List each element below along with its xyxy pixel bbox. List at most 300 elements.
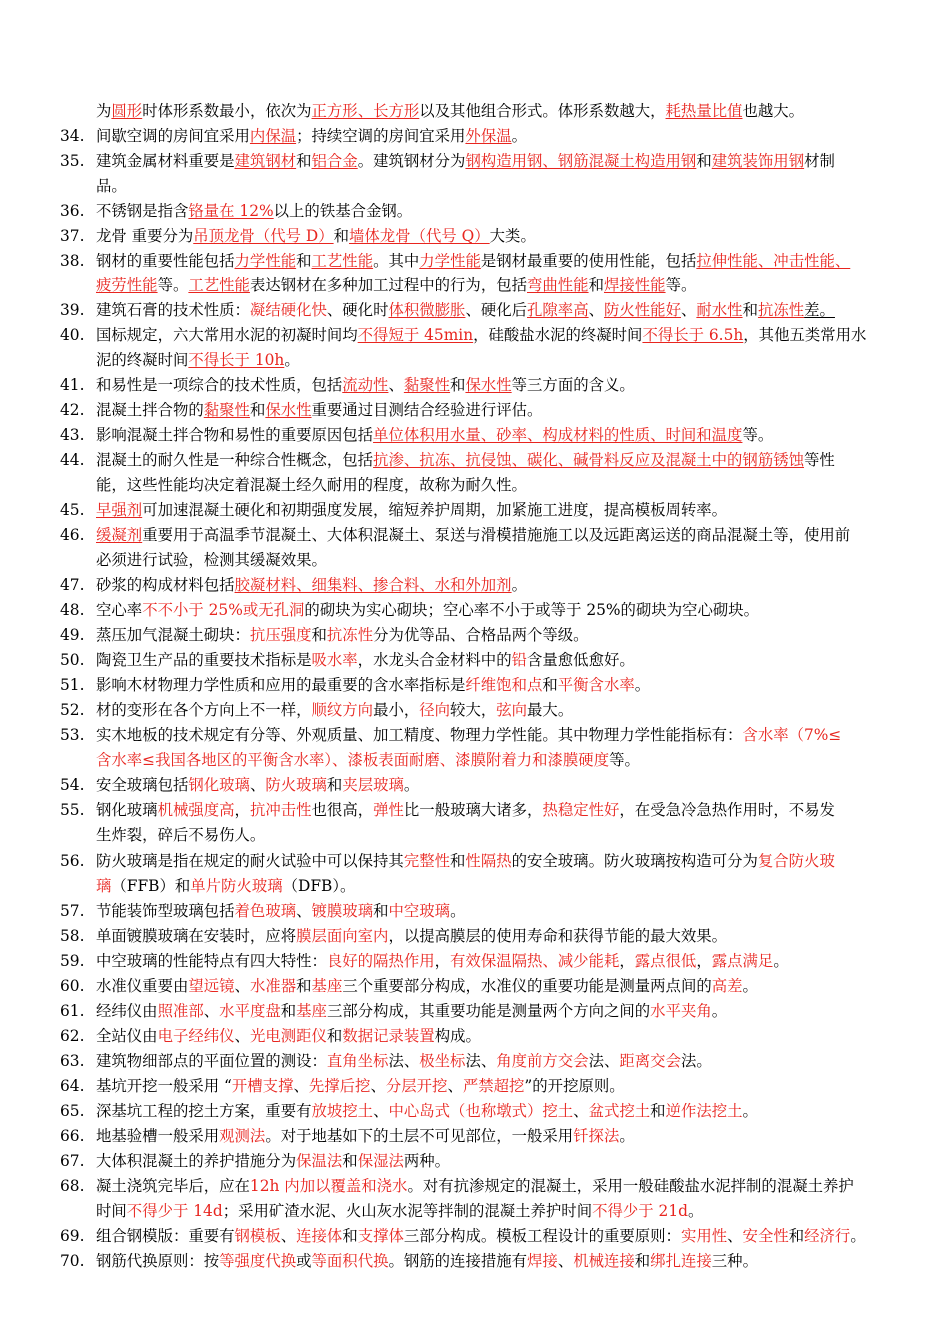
item-number: 47. [60,576,85,594]
text-line [96,475,527,495]
highlighted-term: 分层开挖 [385,1077,448,1095]
text-segment: 基坑开挖一般采用 “ [96,1077,232,1095]
text-segment: 和 [650,1102,666,1120]
text-line [96,550,327,570]
highlighted-term: 基座 [296,1002,327,1020]
highlighted-term: 疲劳性能 [96,276,158,294]
text-segment: 和 [450,376,466,394]
text-segment: ；持续空调的房间宜采用 [296,127,466,145]
highlighted-term: 12h 内加以覆盖和浇水 [249,1177,408,1195]
highlighted-term: 角度前方交会 [496,1052,589,1070]
text-line [60,500,727,520]
highlighted-term: 弹性 [373,801,404,819]
item-number: 57. [60,902,85,920]
highlighted-term: 单片防火玻璃 [190,877,283,895]
text-segment: 空心率 [96,601,143,619]
highlighted-term: 性隔热 [465,852,512,870]
highlighted-term: 镀膜玻璃 [311,902,374,920]
text-segment: 法、 [388,1052,420,1070]
text-segment: ，水龙头合金材料中的 [357,651,512,669]
item-number: 67. [60,1152,85,1170]
text-segment: 最小， [373,701,420,719]
text-segment: 。 [688,1202,704,1220]
highlighted-term: 不得长于 6.5h [642,326,744,344]
text-segment: 钢化玻璃 [96,801,158,819]
text-segment: 影响木材物理力学性质和应用的最重要的含水率指标是 [96,676,466,694]
text-segment: 、 [370,1077,386,1095]
text-segment: 建筑物细部点的平面位置的测设： [96,1052,327,1070]
text-segment: 。 [511,576,527,594]
text-line [60,1076,625,1096]
highlighted-term: 距离交会 [619,1052,681,1070]
text-segment: 等。 [665,276,697,294]
highlighted-term: 膜层面向室内 [296,927,389,945]
text-line [60,126,527,146]
text-segment: 以及其他组合形式。体形系数越大， [419,102,666,120]
highlighted-term: 胶凝材料、细集料、掺合料、水和外加剂 [234,576,512,594]
text-segment: 和 [696,152,712,170]
text-line [96,825,265,845]
highlighted-term: 不得长于 10h [188,351,285,369]
text-line [60,1001,727,1021]
text-segment: 三部分构成。模板工程设计的重要原则： [403,1227,681,1245]
text-segment: 、 [557,1252,574,1270]
item-number: 68. [60,1177,85,1195]
text-segment: 分为优等品、合格品两个等级。 [373,626,589,644]
highlighted-term: 良好的隔热作用 [326,952,435,970]
text-segment: 和 [326,776,343,794]
text-segment: ， [434,952,451,970]
highlighted-term: 基座 [311,977,343,995]
text-segment: 。 [634,676,651,694]
highlighted-term: 抗冻性 [757,301,805,319]
text-segment: ，硅酸盐水泥的终凝时间 [473,326,643,344]
highlighted-term: 防火玻璃 [265,776,327,794]
highlighted-term: 先撑后挖 [308,1077,371,1095]
text-segment: 和 [542,676,558,694]
item-number: 69. [60,1227,85,1245]
highlighted-term: 逆作法挖土 [665,1102,743,1120]
text-segment: 建筑金属材料重要是 [96,152,235,170]
text-segment: 、 [296,902,312,920]
text-segment: 、硬化时 [326,301,389,319]
highlighted-term: 支撑体 [357,1227,404,1245]
text-segment: （FFB）和 [111,877,191,895]
text-segment: 。 [403,776,420,794]
highlighted-term: 复合防火玻 [757,852,835,870]
item-number: 43. [60,426,85,444]
text-segment: 。 [742,1102,758,1120]
text-line [60,375,635,395]
text-segment: 混凝土拌合物的 [96,401,204,419]
highlighted-term: 外保温 [465,127,512,145]
highlighted-term: 观测法 [219,1127,266,1145]
highlighted-term: 不得少于 14d [126,1202,223,1220]
item-number: 50. [60,651,85,669]
highlighted-term: 纤维饱和点 [465,676,543,694]
highlighted-term: 建筑装饰用钢 [711,152,805,170]
text-segment: 、 [280,1227,297,1245]
text-segment: 和 [296,252,312,270]
text-segment: 三种。 [711,1252,758,1270]
text-segment: 和 [311,626,327,644]
text-line [60,926,727,946]
text-segment: 国标规定，六大常用水泥的初凝时间均 [96,326,358,344]
text-segment: 间歇空调的房间宜采用 [96,127,250,145]
text-line [60,575,527,595]
highlighted-term: 铅 [511,651,527,669]
highlighted-term: 流动性 [342,376,389,394]
text-line [96,1201,703,1221]
text-line [60,251,850,271]
highlighted-term: 热稳定性好 [542,801,620,819]
highlighted-term: 保温法 [296,1152,343,1170]
text-segment: 材的变形在各个方向上不一样， [96,701,312,719]
text-line [60,625,589,645]
highlighted-term: 抗渗、抗冻、抗侵蚀、碳化、碱骨料反应及混凝土中的钢筋锈蚀 [373,451,804,469]
text-segment: 全站仪由 [96,1027,158,1045]
text-segment: 钢筋代换原则：按 [96,1252,220,1270]
text-segment: 中空玻璃的性能特点有四大特性： [96,952,327,970]
item-number: 42. [60,401,85,419]
text-segment: 、 [293,1077,309,1095]
text-line [96,350,300,370]
highlighted-term: 露点满足 [711,952,774,970]
text-segment: ，以提高膜层的使用寿命和获得节能的最大效果。 [388,927,728,945]
highlighted-term: 黏聚性 [203,401,250,419]
highlighted-term: 中心岛式（也称墩式）挖土 [388,1102,574,1120]
highlighted-term: 抗压强度 [249,626,312,644]
text-segment: 法、 [465,1052,497,1070]
highlighted-term: 有效保温隔热、减少能耗 [450,952,620,970]
highlighted-term: 工艺性能 [188,276,250,294]
highlighted-term: 中空玻璃 [388,902,451,920]
text-segment: 材制 [804,152,835,170]
highlighted-term: 弦向 [496,701,528,719]
text-line [96,750,640,770]
text-segment: 等三方面的含义。 [511,376,635,394]
item-number: 62. [60,1027,85,1045]
text-segment: 、 [234,1027,250,1045]
text-segment: 水准仪重要由 [96,977,189,995]
highlighted-term: 凝结硬化快 [249,301,327,319]
text-segment: 或 [296,1252,312,1270]
text-line [60,525,850,545]
text-segment: 表达钢材在多种加工过程中的行为，包括 [249,276,527,294]
text-segment: 重要用于高温季节混凝土、大体积混凝土、泵送与滑模措施施工以及远距离运送的商品混凝土等，使用前 [142,526,851,544]
highlighted-term: 单位体积用水量、砂率、构成材料的性质、时间和温度 [373,426,743,444]
text-segment: 。 [450,902,466,920]
highlighted-term: 钢构造用钢、钢筋混凝土构造用钢 [465,152,697,170]
text-segment: ， [696,952,712,970]
highlighted-term: 径向 [419,701,451,719]
text-segment: 差。 [804,301,835,319]
text-segment: 深基坑工程的挖土方案，重要有 [96,1102,312,1120]
highlighted-term: 铝合金 [311,152,358,170]
highlighted-term: 盆式挖土 [588,1102,651,1120]
text-line [60,1126,635,1146]
highlighted-term: 严禁超挖 [462,1077,525,1095]
text-segment: 和 [296,152,312,170]
highlighted-term: 力学性能 [234,252,297,270]
text-segment: 等。 [157,276,189,294]
text-segment: 地基验槽一般采用 [96,1127,220,1145]
highlighted-term: 直角坐标 [326,1052,389,1070]
text-segment: 。建筑钢材分为 [357,152,466,170]
highlighted-term: 夹层玻璃 [342,776,404,794]
text-segment: 。 [619,1127,635,1145]
highlighted-term: 安全性 [742,1227,789,1245]
text-segment: 时体形系数最小，依次为 [142,102,312,120]
text-line [60,1226,866,1246]
item-number: 53. [60,726,85,744]
text-segment: ；采用矿渣水泥、火山灰水泥等拌制的混凝土养护时间 [222,1202,593,1220]
text-line [60,976,758,996]
highlighted-term: 璃 [96,877,112,895]
highlighted-term: 含水率（7%≤ [742,726,842,744]
text-segment: 为 [96,102,112,120]
highlighted-term: 高差 [711,977,743,995]
highlighted-term: 耗热量比值 [665,102,743,120]
text-segment: 等。 [742,426,774,444]
item-number: 58. [60,927,85,945]
highlighted-term: 平衡含水率 [557,676,635,694]
text-segment: 的砌块为实心砌块；空心率不小于或等于 25%的砌块为空心砌块。 [304,601,760,619]
text-line [60,650,635,670]
item-number: 46. [60,526,85,544]
text-segment: 、 [680,301,697,319]
text-line [60,151,835,171]
highlighted-term: 孔隙率高 [527,301,589,319]
text-segment: 影响混凝土拌合物和易性的重要原因包括 [96,426,374,444]
text-line [96,876,355,896]
text-segment: 建筑石膏的技术性质： [96,301,250,319]
text-segment: 和 [788,1227,805,1245]
highlighted-term: 完整性 [403,852,451,870]
text-segment: 、 [203,1002,220,1020]
text-segment: 。 [711,1002,728,1020]
text-segment: 和 [249,401,266,419]
highlighted-term: 电子经纬仪 [157,1027,235,1045]
highlighted-term: 保水性 [265,401,312,419]
text-line [60,300,835,320]
text-segment: 三部分构成，其重要功能是测量两个方向之间的 [326,1002,651,1020]
text-line [60,1026,481,1046]
highlighted-term: 内保温 [249,127,297,145]
highlighted-term: 圆形 [111,102,143,120]
text-segment: 。钢筋的连接措施有 [388,1252,528,1270]
text-segment: 。 [511,127,528,145]
text-segment: 。对于地基如下的土层不可见部位，一般采用 [265,1127,574,1145]
highlighted-term: 建筑钢材 [234,152,297,170]
highlighted-term: 弯曲性能 [527,276,589,294]
highlighted-term: 光电测距仪 [249,1027,327,1045]
text-segment: 和 [333,227,350,245]
text-line [60,201,412,221]
text-segment: 凝土浇筑完毕后，应在 [96,1177,250,1195]
highlighted-term: 防火性能好 [604,301,681,319]
text-segment: 和 [450,852,466,870]
text-segment: 、 [373,1102,389,1120]
item-number: 48. [60,601,85,619]
text-line [60,901,465,921]
text-segment: 大体积混凝土的养护措施分为 [96,1152,297,1170]
text-segment: 时间 [96,1202,127,1220]
text-line [60,725,841,745]
highlighted-term: 实用性 [680,1227,728,1245]
highlighted-term: 铬量在 12% [188,202,274,220]
highlighted-term: 正方形、长方形 [311,102,420,120]
text-line [60,1251,758,1271]
highlighted-term: 吸水率 [311,651,358,669]
item-number: 66. [60,1127,85,1145]
text-segment: 。 [284,351,300,369]
text-line [60,1176,854,1196]
item-number: 51. [60,676,85,694]
text-segment: 和 [326,1027,343,1045]
item-number: 49. [60,626,85,644]
text-segment: 大类。 [489,227,536,245]
text-segment: 和 [742,301,758,319]
text-segment: ，在受急冷急热作用时，不易发 [619,801,835,819]
item-number: 56. [60,852,85,870]
item-number: 36. [60,202,85,220]
highlighted-term: 顺纹方向 [311,701,374,719]
highlighted-term: 绑扎连接 [650,1252,712,1270]
item-number: 70. [60,1252,85,1270]
text-segment: 、硬化后 [465,301,528,319]
text-segment: 安全玻璃包括 [96,776,189,794]
text-segment: 和 [342,1152,358,1170]
text-line [60,851,835,871]
text-segment: 、 [573,1102,589,1120]
text-segment: 。 [742,977,758,995]
text-segment: 龙骨 重要分为 [96,227,194,245]
text-segment: ，其他五类常用水 [743,326,867,344]
highlighted-term: 数据记录装置 [342,1027,435,1045]
highlighted-term: 黏聚性 [403,376,451,394]
text-segment: 经纬仪由 [96,1002,158,1020]
text-segment: 法、 [588,1052,620,1070]
highlighted-term: 水平度盘 [219,1002,281,1020]
highlighted-term: 机械强度高 [157,801,235,819]
text-segment: 不锈钢是指含 [96,202,189,220]
highlighted-term: 体积微膨胀 [388,301,466,319]
highlighted-term: 工艺性能 [311,252,374,270]
text-line [60,700,573,720]
highlighted-term: 力学性能 [419,252,481,270]
text-segment: 两种。 [403,1152,451,1170]
text-segment: 泥的终凝时间 [96,351,189,369]
text-line [60,675,650,695]
text-segment: 防火玻璃是指在规定的耐火试验中可以保持其 [96,852,404,870]
text-segment: 重要通过目测结合经验进行评估。 [311,401,543,419]
text-segment: 组合钢模版：重要有 [96,1227,235,1245]
highlighted-term: 望远镜 [188,977,235,995]
item-number: 35. [60,152,85,170]
highlighted-term: 焊接 [527,1252,558,1270]
text-segment: 可加速混凝土硬化和初期强度发展，缩短养护周期，加紧施工进度，提高模板周转率。 [142,501,728,519]
text-segment: 法。 [680,1052,712,1070]
text-segment: 钢材的重要性能包括 [96,252,235,270]
item-number: 52. [60,701,85,719]
item-number: 40. [60,326,85,344]
text-line [60,600,759,620]
text-segment: 等。 [609,751,640,769]
text-segment: 较大， [450,701,497,719]
text-segment: 也越大。 [742,102,805,120]
text-segment: 混凝土的耐久性是一种综合性概念，包括 [96,451,374,469]
highlighted-term: 墙体龙骨（代号 Q） [349,227,490,245]
highlighted-term: 钎探法 [573,1127,620,1145]
highlighted-term: 机械连接 [573,1252,635,1270]
text-segment: 和 [373,902,389,920]
item-number: 63. [60,1052,85,1070]
highlighted-term: 等强度代换 [219,1252,297,1270]
text-segment: 。对有抗渗规定的混凝土，采用一般硅酸盐水泥拌制的混凝土养护 [407,1177,854,1195]
highlighted-term: 拉伸性能、冲击性能、 [696,252,851,270]
highlighted-term: 含水率≤我国各地区的平衡含水率）、漆板表面耐磨、漆膜附着力和漆膜硬度 [96,751,610,769]
text-segment: 品。 [96,177,127,195]
text-segment: 实木地板的技术规定有分等、外观质量、加工精度、物理力学性能。其中物理力学性能指标有： [96,726,743,744]
text-segment: 、 [249,776,266,794]
highlighted-term: 早强剂 [96,501,143,519]
highlighted-term: 露点很低 [634,952,697,970]
text-segment: 砂浆的构成材料包括 [96,576,235,594]
text-line [60,1051,712,1071]
text-segment: 、 [388,376,404,394]
text-segment: 生炸裂，碎后不易伤人。 [96,826,266,844]
highlighted-term: 保湿法 [357,1152,404,1170]
text-line [60,400,542,420]
text-segment: 最大。 [527,701,574,719]
item-number: 65. [60,1102,85,1120]
highlighted-term: 缓凝剂 [96,526,143,544]
highlighted-term: 极坐标 [419,1052,466,1070]
text-line [60,775,419,795]
highlighted-term: 吊顶龙骨（代号 D） [193,227,334,245]
text-line [60,951,789,971]
text-segment: ”的开挖原则。 [524,1077,625,1095]
item-number: 64. [60,1077,85,1095]
text-line [60,800,835,820]
text-segment: 以上的铁基合金钢。 [273,202,413,220]
item-number: 55. [60,801,85,819]
highlighted-term: 等面积代换 [311,1252,389,1270]
text-segment: 蒸压加气混凝土砌块： [96,626,250,644]
highlighted-term: 着色玻璃 [234,902,297,920]
item-number: 37. [60,227,85,245]
highlighted-term: 钢模板 [234,1227,281,1245]
text-segment: ， [619,952,635,970]
text-segment: 单面镀膜玻璃在安装时，应将 [96,927,297,945]
highlighted-term: 不不小于 25%或无孔洞 [142,601,305,619]
item-number: 54. [60,776,85,794]
item-number: 34. [60,127,85,145]
text-segment: 、 [234,977,250,995]
text-segment: 构成。 [434,1027,481,1045]
item-number: 39. [60,301,85,319]
text-segment: 的安全玻璃。防火玻璃按构造可分为 [511,852,758,870]
text-segment: 、 [447,1077,463,1095]
text-segment: 和易性是一项综合的技术性质，包括 [96,376,343,394]
highlighted-term: 经济行 [804,1227,851,1245]
text-segment: ， [234,801,250,819]
text-line [60,450,835,470]
highlighted-term: 保水性 [465,376,512,394]
text-segment: 陶瓷卫生产品的重要技术指标是 [96,651,312,669]
highlighted-term: 不得少于 21d [592,1202,688,1220]
